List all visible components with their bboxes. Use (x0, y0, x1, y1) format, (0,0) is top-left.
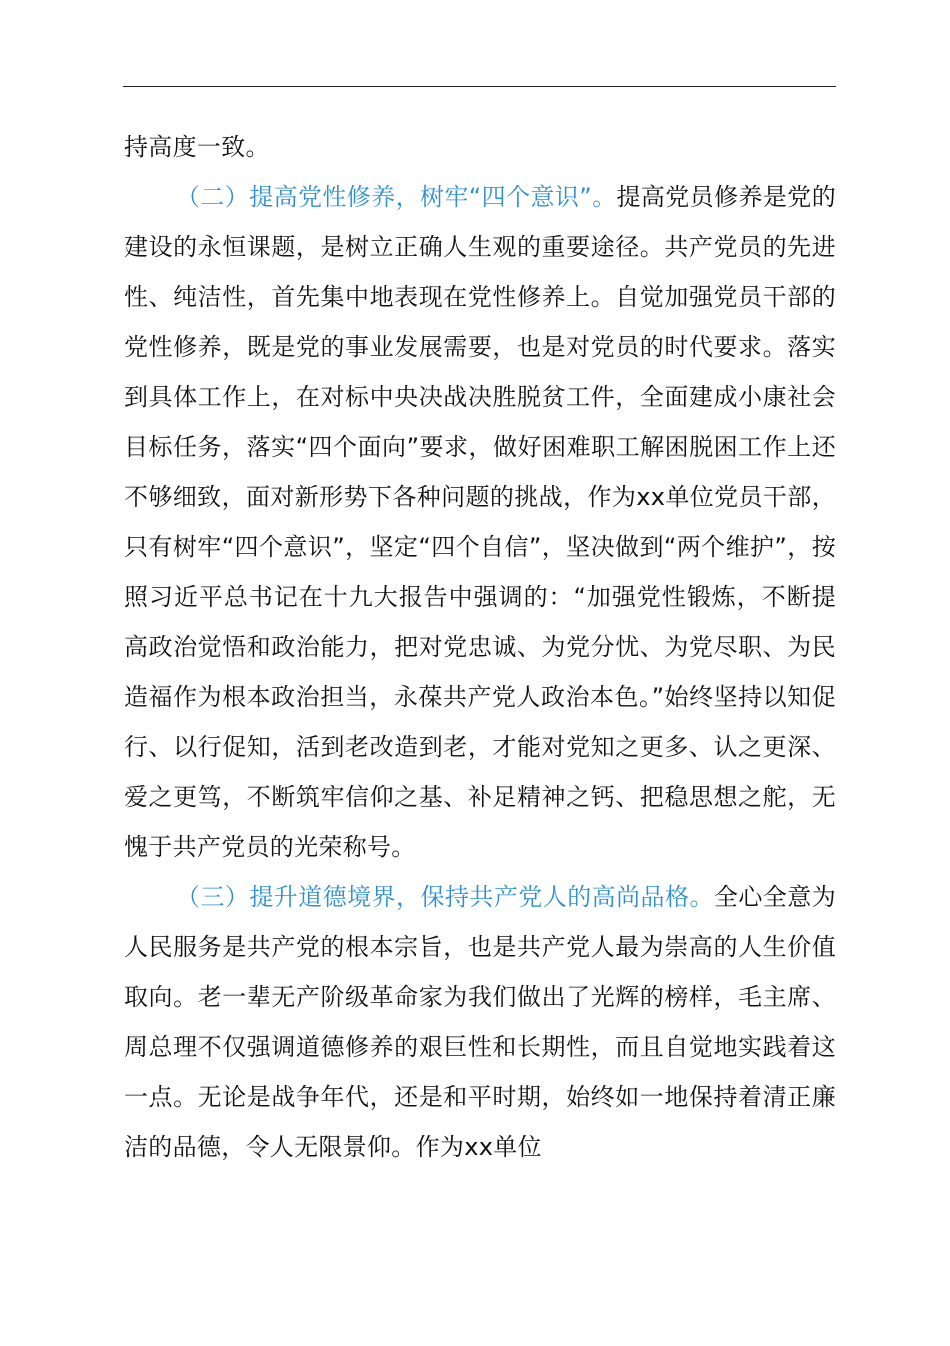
paragraph-continuation (124, 122, 836, 172)
section-heading-2: （二）提高党性修养，树牢“四个意识”。 (176, 183, 617, 211)
paragraph-text: 全心全意为人民服务是共产党的根本宗旨，也是共产党人最为崇高的人生价值取向。老一辈无产阶级革命家为我们做出了光辉的榜样，毛主席、周总理不仅强调道德修养的艰巨性和长期性，而且自觉地实践着这一点。无论是战争年代，还是和平时期，始终如一地保持着清正廉洁的品德，令人无限景仰。作为xx单位 (124, 883, 836, 1161)
document-body (124, 122, 836, 1172)
paragraph-section-3 (124, 872, 836, 1172)
paragraph-text: 提高党员修养是党的建设的永恒课题，是树立正确人生观的重要途径。共产党员的先进性、纯洁性，首先集中地表现在党性修养上。自觉加强党员干部的党性修养，既是党的事业发展需要，也是对党员的时代要求。落实到具体工作上，在对标中央决战决胜脱贫工件，全面建成小康社会目标任务，落实“四个面向”要求，做好困难职工解困脱困工作上还不够细致，面对新形势下各种问题的挑战，作为xx单位党员干部，只有树牢“四个意识”，坚定“四个自信”，坚决做到“两个维护”，按照习近平总书记在十九大报告中强调的：“加强党性锻炼，不断提高政治觉悟和政治能力，把对党忠诚、为党分忧、为党尽职、为民造福作为根本政治担当，永葆共产党人政治本色。”始终坚持以知促行、以行促知，活到老改造到老，才能对党知之更多、认之更深、爱之更笃，不断筑牢信仰之基、补足精神之钙、把稳思想之舵，无愧于共产党员的光荣称号。 (124, 183, 836, 861)
header-rule (123, 86, 836, 87)
paragraph-text: 持高度一致。 (124, 133, 270, 161)
section-heading-3: （三）提升道德境界，保持共产党人的高尚品格。 (176, 883, 714, 911)
paragraph-section-2 (124, 172, 836, 872)
